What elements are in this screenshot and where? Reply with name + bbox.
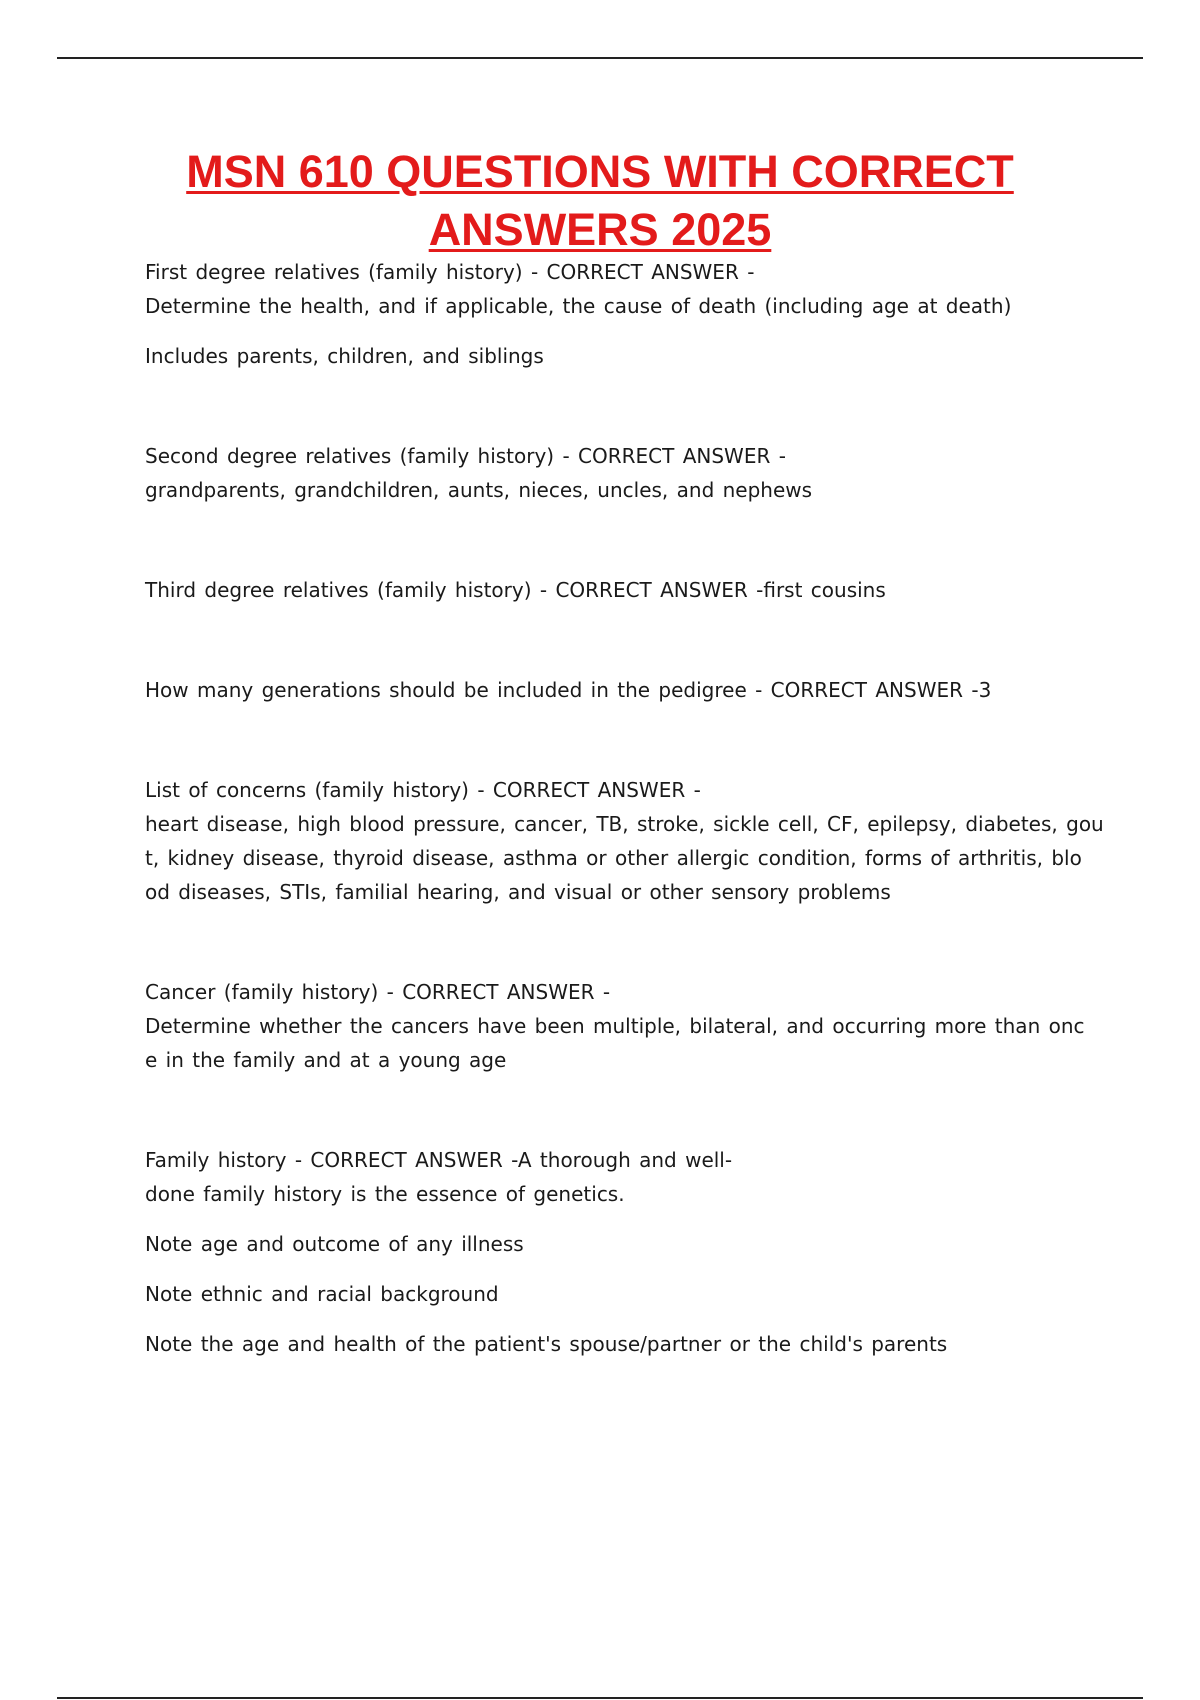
entry-family-history (145, 1143, 1080, 1361)
entry-answer-line: Determine whether the cancers have been multiple, bilateral, and occurring more than onc (145, 1014, 1085, 1038)
entry-question: Second degree relatives (family history) - CORRECT ANSWER - (145, 444, 786, 468)
top-rule (57, 57, 1143, 59)
entry-question: List of concerns (family history) - CORRECT ANSWER - (145, 778, 701, 802)
document-body (145, 255, 1104, 1361)
entry-question: First degree relatives (family history) - CORRECT ANSWER - (145, 260, 755, 284)
entry-list-of-concerns (145, 773, 1104, 909)
entry-answer-line: t, kidney disease, thyroid disease, asthma or other allergic condition, forms of arthritis, blo (145, 846, 1082, 870)
entry-note: Note ethnic and racial background (145, 1282, 499, 1306)
entry-third-degree-relatives (145, 573, 1080, 607)
entry-note: Includes parents, children, and siblings (145, 344, 544, 368)
bottom-rule (57, 1697, 1143, 1699)
entry-question: Family history - CORRECT ANSWER -A thorough and well- (145, 1148, 733, 1172)
entry-second-degree-relatives (145, 439, 1080, 507)
entry-answer-line: done family history is the essence of genetics. (145, 1182, 625, 1206)
entry-answer-line: e in the family and at a young age (145, 1048, 507, 1072)
entry-question: How many generations should be included in the pedigree - CORRECT ANSWER -3 (145, 678, 992, 702)
entry-answer-line: Determine the health, and if applicable, the cause of death (including age at death) (145, 294, 1012, 318)
entry-answer-line: od diseases, STIs, familial hearing, and visual or other sensory problems (145, 880, 891, 904)
entry-pedigree-generations (145, 673, 1080, 707)
entry-first-degree-relatives (145, 255, 1080, 373)
entry-question: Third degree relatives (family history) - CORRECT ANSWER -first cousins (145, 578, 886, 602)
entry-note: Note age and outcome of any illness (145, 1232, 524, 1256)
entry-question: Cancer (family history) - CORRECT ANSWER - (145, 980, 611, 1004)
entry-note: Note the age and health of the patient's spouse/partner or the child's parents (145, 1332, 948, 1356)
document-title: MSN 610 QUESTIONS WITH CORRECT ANSWERS 2025 (186, 146, 1014, 255)
entry-answer-line: grandparents, grandchildren, aunts, nieces, uncles, and nephews (145, 478, 813, 502)
entry-cancer-family-history (145, 975, 1085, 1077)
entry-answer-line: heart disease, high blood pressure, cancer, TB, stroke, sickle cell, CF, epilepsy, diabetes, gou (145, 812, 1104, 836)
